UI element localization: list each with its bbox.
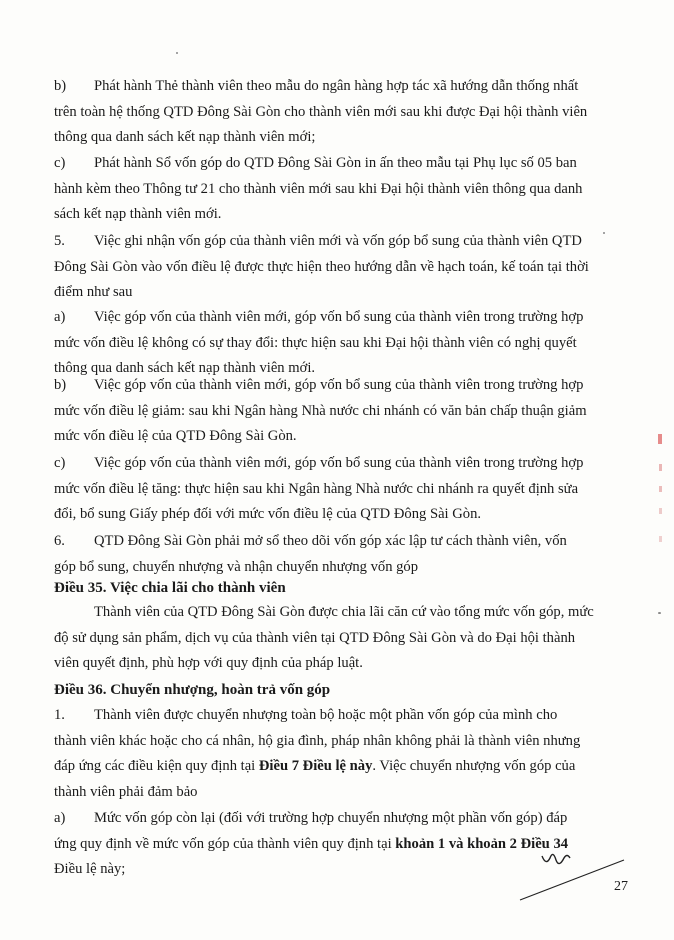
text-line: Điều lệ này; <box>54 861 126 877</box>
item-b-issue-member-card <box>54 74 624 151</box>
text-line: trên toàn hệ thống QTD Đông Sài Gòn cho thành viên mới sau khi được Đại hội thành viên <box>54 103 588 120</box>
list-marker: a) <box>54 810 66 826</box>
text-line: thông qua danh sách kết nạp thành viên mới; <box>54 129 316 145</box>
text-line: ứng quy định về mức vốn góp của thành viên quy định tại <box>54 835 396 852</box>
item-b-capital-decrease <box>54 373 624 450</box>
text-line: độ sử dụng sản phẩm, dịch vụ của thành viên tại QTD Đông Sài Gòn và do Đại hội thành <box>54 629 576 646</box>
text-line: mức vốn điều lệ giảm: sau khi Ngân hàng Nhà nước chi nhánh có văn bản chấp thuận giảm <box>54 402 587 419</box>
scan-speck <box>603 232 605 234</box>
article-36-clause-1 <box>54 703 624 805</box>
item-c-issue-capital-book <box>54 151 624 228</box>
text-line: Đông Sài Gòn vào vốn điều lệ được thực hiện theo hướng dẫn về hạch toán, kế toán tại thời <box>54 258 589 275</box>
text-line: Phát hành Thẻ thành viên theo mẫu do ngân hàng hợp tác xã hướng dẫn thống nhất <box>94 78 579 94</box>
list-marker: c) <box>54 455 66 471</box>
text-line: thông qua danh sách kết nạp thành viên mới. <box>54 360 316 376</box>
text-line: QTD Đông Sài Gòn phải mở sổ theo dõi vốn góp xác lập tư cách thành viên, vốn <box>94 533 567 549</box>
list-marker: c) <box>54 155 66 171</box>
text-line: đổi, bổ sung Giấy phép đối với mức vốn điều lệ của QTD Đông Sài Gòn. <box>54 506 482 522</box>
list-marker: 5. <box>54 233 65 249</box>
text-line: Việc ghi nhận vốn góp của thành viên mới và vốn góp bổ sung của thành viên QTD <box>94 233 582 249</box>
text-line: mức vốn điều lệ của QTD Đông Sài Gòn. <box>54 428 297 444</box>
clause-6 <box>54 529 624 580</box>
text-line: sách kết nạp thành viên mới. <box>54 206 222 222</box>
list-marker: a) <box>54 309 66 325</box>
article-35-body <box>54 600 624 677</box>
text-line: mức vốn điều lệ không có sự thay đổi: thực hiện sau khi Đại hội thành viên có nghị quyết <box>54 334 577 351</box>
text-line: . Việc chuyển nhượng vốn góp của <box>372 758 576 774</box>
item-a-capital-unchanged <box>54 305 624 382</box>
text-line: thành viên khác hoặc cho cá nhân, hộ gia đình, pháp nhân không phải là thành viên nhưng <box>54 732 581 749</box>
text-line: viên quyết định, phù hợp với quy định của pháp luật. <box>54 655 363 671</box>
clause-5 <box>54 229 624 306</box>
list-marker: b) <box>54 377 67 393</box>
text-line: thành viên phải đảm bảo <box>54 783 198 800</box>
edge-stamp-marks <box>652 430 666 550</box>
scan-speck <box>176 52 178 54</box>
reference-bold: khoản 1 và khoản 2 Điều 34 <box>395 835 569 852</box>
list-marker: 1. <box>54 707 65 723</box>
text-line: Việc góp vốn của thành viên mới, góp vốn bổ sung của thành viên trong trường hợp <box>94 309 584 325</box>
text-line: Thành viên của QTD Đông Sài Gòn được chia lãi căn cứ vào tổng mức vốn góp, mức <box>94 604 594 620</box>
scan-speck <box>658 612 661 614</box>
initials-signature <box>512 838 632 908</box>
text-line: Việc góp vốn của thành viên mới, góp vốn bổ sung của thành viên trong trường hợp <box>94 455 584 471</box>
text-line: đáp ứng các điều kiện quy định tại <box>54 758 259 774</box>
text-line: mức vốn điều lệ tăng: thực hiện sau khi Ngân hàng Nhà nước chi nhánh ra quyết định sửa <box>54 480 579 497</box>
list-marker: b) <box>54 78 67 94</box>
page-number: 27 <box>614 879 628 894</box>
text-line: hành kèm theo Thông tư 21 cho thành viên mới sau khi Đại hội thành viên thông qua danh <box>54 180 583 197</box>
text-line: góp bổ sung, chuyển nhượng và nhận chuyển nhượng vốn góp <box>54 558 419 575</box>
item-c-capital-increase <box>54 451 624 528</box>
text-line: Mức vốn góp còn lại (đối với trường hợp chuyển nhượng một phần vốn góp) đáp <box>94 810 568 826</box>
text-line: điểm như sau <box>54 284 133 300</box>
text-line: Việc góp vốn của thành viên mới, góp vốn bổ sung của thành viên trong trường hợp <box>94 377 584 393</box>
heading-article-36: Điều 36. Chuyển nhượng, hoàn trả vốn góp <box>54 682 331 698</box>
text-line: Thành viên được chuyển nhượng toàn bộ hoặc một phần vốn góp của mình cho <box>94 707 558 723</box>
list-marker: 6. <box>54 533 65 549</box>
text-line: Phát hành Sổ vốn góp do QTD Đông Sài Gòn in ấn theo mẫu tại Phụ lục số 05 ban <box>94 155 577 171</box>
reference-bold: Điều 7 Điều lệ này <box>258 758 373 774</box>
heading-article-35: Điều 35. Việc chia lãi cho thành viên <box>54 580 286 596</box>
